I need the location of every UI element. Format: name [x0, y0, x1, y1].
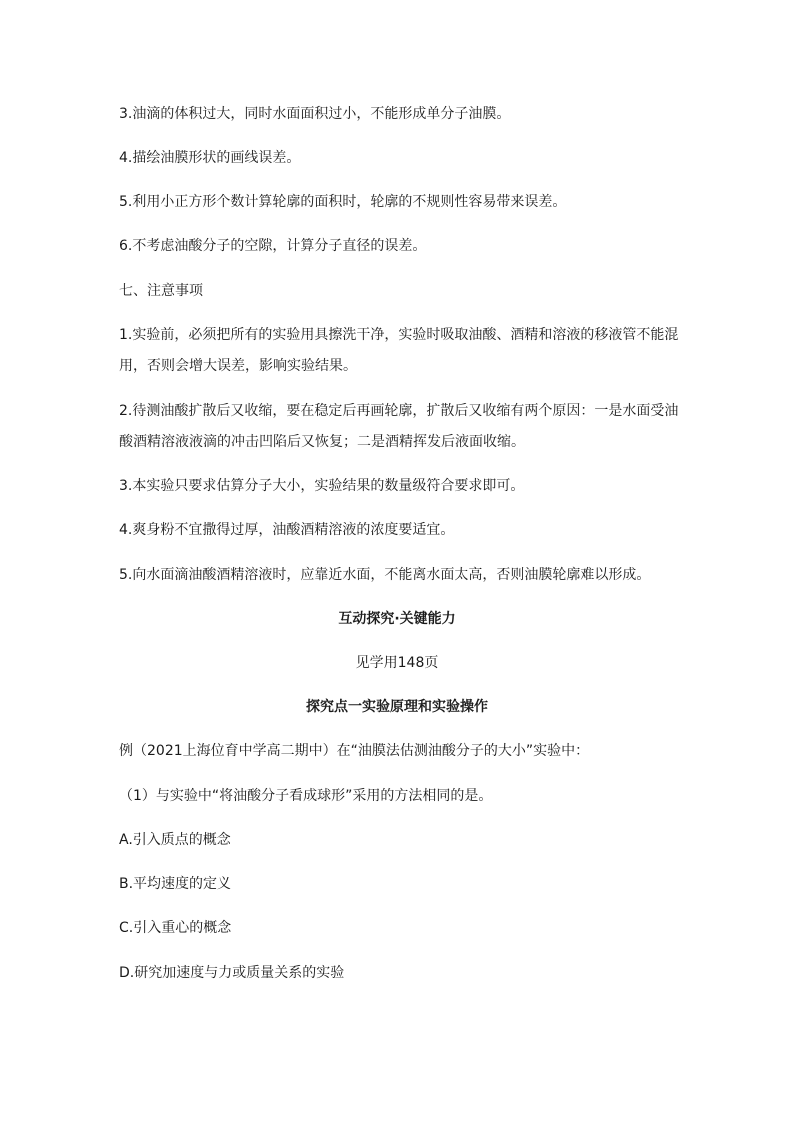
option-d: D.研究加速度与力或质量关系的实验 — [119, 965, 345, 981]
error-item-3: 3.油滴的体积过大，同时水面面积过小，不能形成单分子油膜。 — [119, 106, 511, 122]
note-3: 3.本实验只要求估算分子大小，实验结果的数量级符合要求即可。 — [119, 478, 525, 494]
note-5: 5.向水面滴油酸酒精溶液时，应靠近水面，不能离水面太高，否则油膜轮廓难以形成。 — [119, 567, 651, 583]
topic-title: 探究点一实验原理和实验操作 — [306, 699, 488, 715]
option-b: B.平均速度的定义 — [119, 876, 232, 892]
example-question-1: （1）与实验中“将油酸分子看成球形”采用的方法相同的是。 — [119, 788, 493, 804]
example-stem: 例（2021上海位育中学高二期中）在“油膜法估测油酸分子的大小”实验中： — [119, 743, 590, 759]
module-title: 互动探究·关键能力 — [338, 611, 456, 627]
section-heading-notes: 七、注意事项 — [119, 283, 203, 299]
option-c: C.引入重心的概念 — [119, 920, 232, 936]
option-a: A.引入质点的概念 — [119, 832, 231, 848]
note-4: 4.爽身粉不宜撒得过厚，油酸酒精溶液的浓度要适宜。 — [119, 522, 455, 538]
note-1-line-2: 用，否则会增大误差，影响实验结果。 — [119, 358, 357, 374]
note-1-line-1: 1.实验前，必须把所有的实验用具擦洗干净，实验时吸取油酸、酒精和溶液的移液管不能混 — [119, 327, 679, 343]
error-item-6: 6.不考虑油酸分子的空隙，计算分子直径的误差。 — [119, 238, 427, 254]
error-item-5: 5.利用小正方形个数计算轮廓的面积时，轮廓的不规则性容易带来误差。 — [119, 194, 567, 210]
note-2-line-1: 2.待测油酸扩散后又收缩，要在稳定后再画轮廓，扩散后又收缩有两个原因：一是水面受油 — [119, 403, 679, 419]
note-2-line-2: 酸酒精溶液液滴的冲击凹陷后又恢复；二是酒精挥发后液面收缩。 — [119, 434, 525, 450]
page-reference: 见学用148页 — [355, 655, 439, 671]
error-item-4: 4.描绘油膜形状的画线误差。 — [119, 150, 301, 166]
